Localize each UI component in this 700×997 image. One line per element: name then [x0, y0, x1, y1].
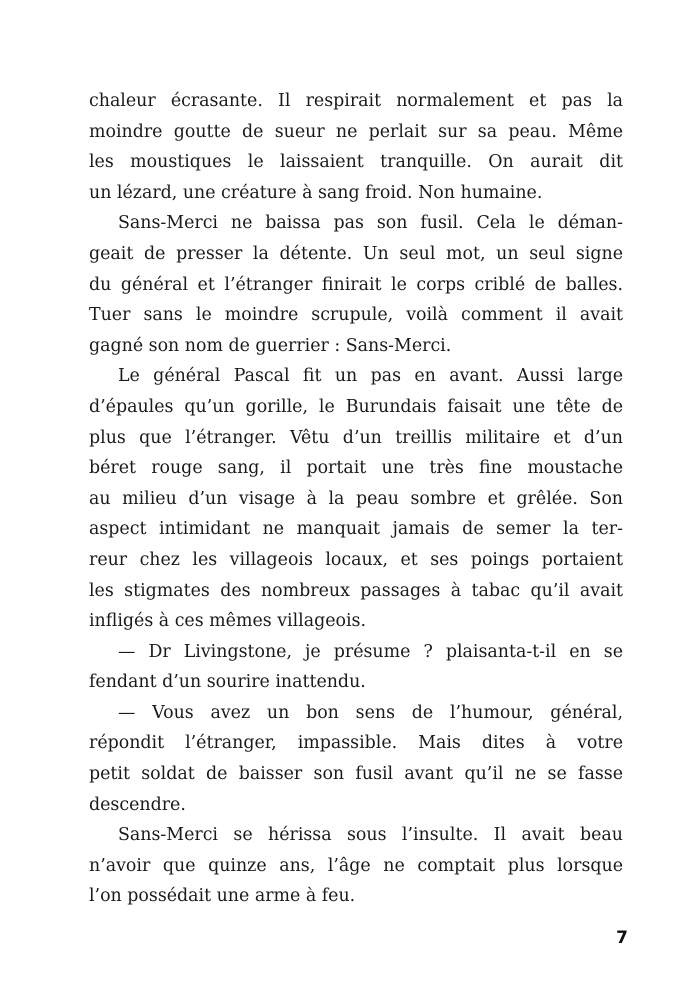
text-line: descendre. [89, 794, 186, 815]
text-line: chaleur écrasante. Il respirait normalement et pas la [89, 91, 623, 111]
paragraph-5 [89, 698, 623, 820]
page-number: 7 [616, 928, 628, 948]
paragraph-3 [89, 361, 623, 636]
text-line: plus que l’étranger. Vêtu d’un treillis militaire et d’un [89, 427, 623, 448]
text-line: les moustiques le laissaient tranquille. On aurait dit [89, 152, 623, 173]
text-line: aspect intimidant ne manquait jamais de semer la ter- [89, 519, 623, 540]
text-line: — Dr Livingstone, je présume ? plaisanta-t-il en se [118, 641, 623, 662]
text-line: un lézard, une créature à sang froid. Non humaine. [89, 182, 543, 203]
text-line: infligés à ces mêmes villageois. [89, 611, 366, 632]
text-line: du général et l’étranger finirait le corps criblé de balles. [89, 274, 623, 295]
text-line: geait de presser la détente. Un seul mot, un seul signe [89, 243, 623, 264]
text-line: fendant d’un sourire inattendu. [89, 672, 366, 693]
text-line: l’on possédait une arme à feu. [89, 886, 356, 907]
text-line: — Vous avez un bon sens de l’humour, général, [118, 702, 623, 723]
text-line: au milieu d’un visage à la peau sombre et grêlée. Son [89, 488, 623, 509]
text-line: Sans-Merci se hérissa sous l’insulte. Il avait beau [118, 825, 623, 846]
text-line: répondit l’étranger, impassible. Mais dites à votre [89, 733, 623, 754]
text-line: n’avoir que quinze ans, l’âge ne comptait plus lorsque [89, 855, 623, 876]
paragraph-6 [89, 820, 623, 912]
body-text [89, 86, 623, 912]
text-line: Le général Pascal fit un pas en avant. Aussi large [118, 366, 623, 387]
text-line: béret rouge sang, il portait une très fine moustache [89, 458, 623, 479]
paragraph-4 [89, 637, 623, 698]
paragraph-2 [89, 208, 623, 361]
text-line: reur chez les villageois locaux, et ses poings portaient [89, 549, 623, 570]
text-line: gagné son nom de guerrier : Sans-Merci. [89, 335, 452, 356]
text-line: moindre goutte de sueur ne perlait sur sa peau. Même [89, 121, 623, 142]
text-line: Tuer sans le moindre scrupule, voilà comment il avait [89, 305, 623, 326]
text-line: d’épaules qu’un gorille, le Burundais faisait une tête de [89, 396, 623, 417]
paragraph-1 [89, 86, 623, 208]
text-line: petit soldat de baisser son fusil avant qu’il ne se fasse [89, 764, 623, 785]
text-line: Sans-Merci ne baissa pas son fusil. Cela le déman- [118, 213, 623, 234]
text-line: les stigmates des nombreux passages à tabac qu’il avait [89, 580, 623, 601]
